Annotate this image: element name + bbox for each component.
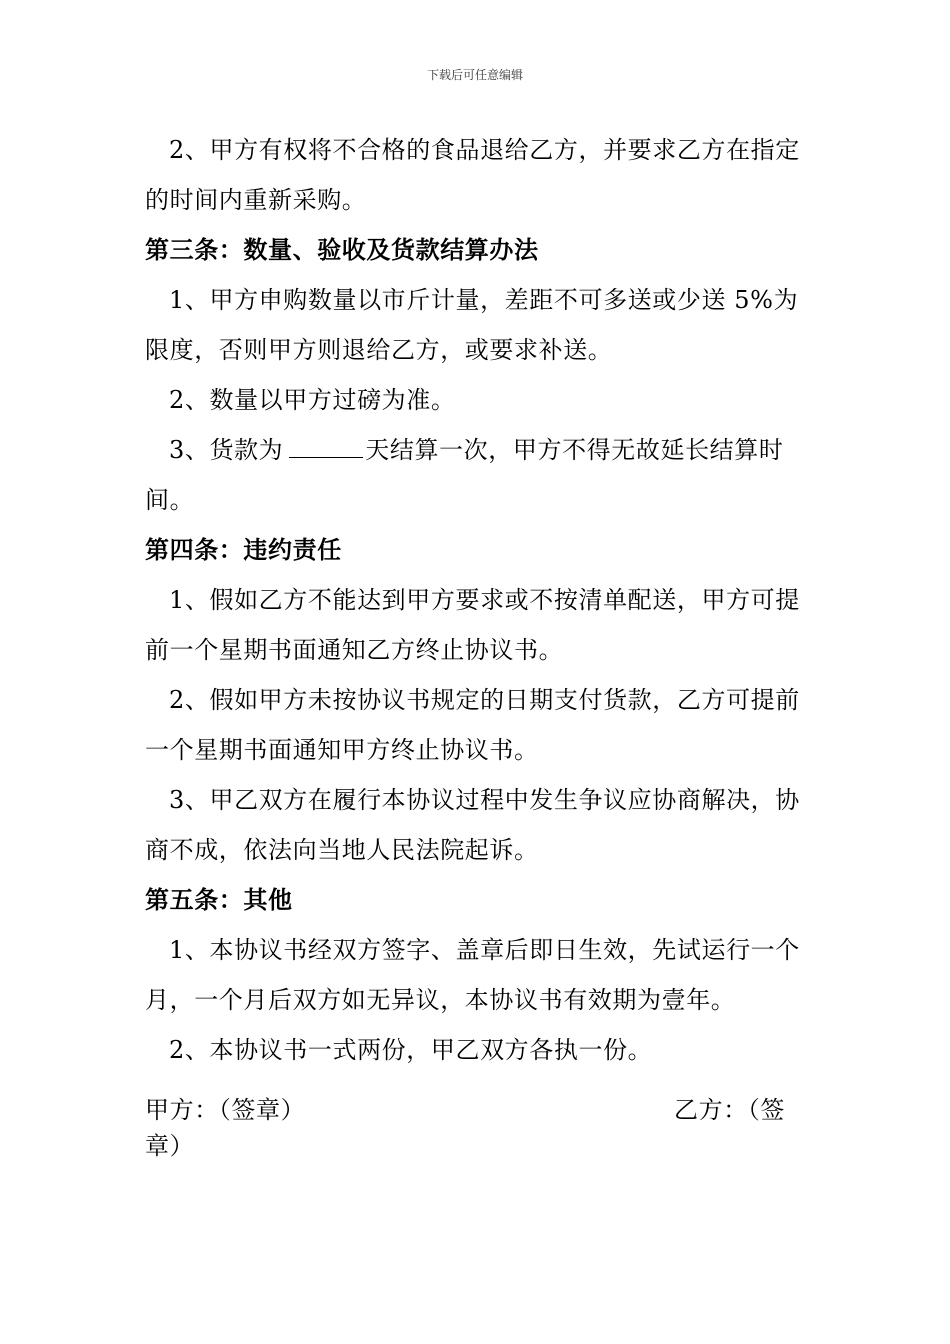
clause-3-text-before-blank: 3、货款为	[169, 436, 284, 464]
party-b-signature: 乙方：（签	[674, 1096, 785, 1124]
article-3-clause-2: 2、数量以甲方过磅为准。	[169, 386, 456, 414]
party-b-signature-continued: 章）	[145, 1132, 195, 1160]
page-header: 下载后可任意编辑	[426, 68, 523, 82]
article-3-clause-3	[145, 425, 807, 525]
article-4-heading: 第四条：违约责任	[145, 535, 342, 564]
document-body	[145, 125, 807, 1192]
signature-block	[145, 1092, 807, 1192]
article-4-clause-2: 2、假如甲方未按协议书规定的日期支付货款，乙方可提前一个星期书面通知甲方终止协议书。	[145, 686, 800, 764]
article-5-clause-2: 2、本协议书一式两份，甲乙双方各执一份。	[169, 1036, 653, 1064]
days-blank-line	[289, 435, 363, 458]
party-a-signature: 甲方：（签章）	[145, 1096, 306, 1124]
article-5-clause-1: 1、本协议书经双方签字、盖章后即日生效，先试运行一个月，一个月后双方如无异议，本协议书有效期为壹年。	[145, 936, 800, 1014]
article-4-clause-1: 1、假如乙方不能达到甲方要求或不按清单配送，甲方可提前一个星期书面通知乙方终止协议书。	[145, 586, 800, 664]
article-4-clause-3: 3、甲乙双方在履行本协议过程中发生争议应协商解决，协商不成，依法向当地人民法院起诉。	[145, 786, 800, 864]
article-5-heading: 第五条：其他	[145, 885, 293, 914]
article-3-clause-1: 1、甲方申购数量以市斤计量，差距不可多送或少送 5%为限度，否则甲方则退给乙方，或要求补送。	[145, 286, 799, 364]
clause-3-text-after-blank: 天结算一次，甲方不得无故延长结算时间。	[145, 436, 784, 514]
article-2-clause-2: 2、甲方有权将不合格的食品退给乙方，并要求乙方在指定的时间内重新采购。	[145, 136, 800, 214]
article-3-heading: 第三条：数量、验收及货款结算办法	[145, 235, 539, 264]
